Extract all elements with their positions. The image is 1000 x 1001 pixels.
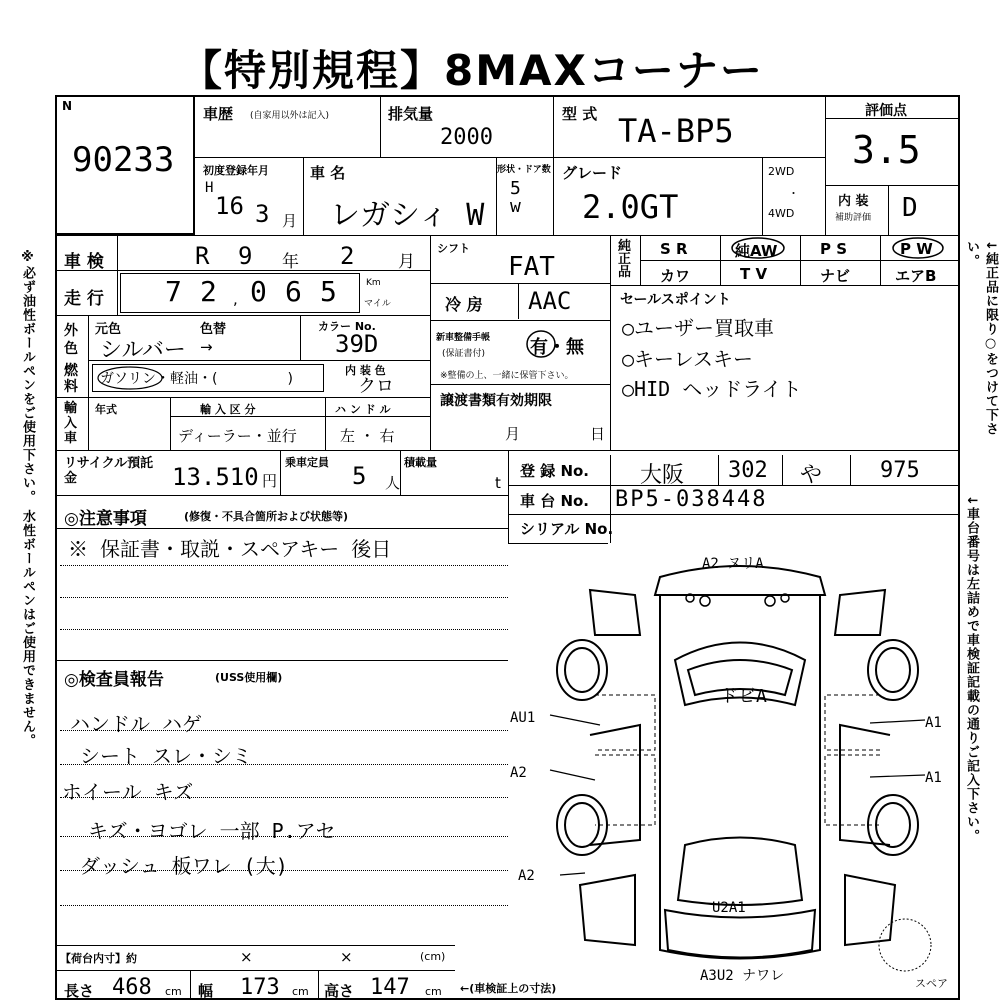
displacement-label: 排気量 — [388, 105, 434, 123]
registration-area: 大阪 — [640, 463, 685, 488]
first-reg-month: 3 — [255, 200, 270, 228]
cargo-x2: × — [340, 948, 353, 966]
genuine-aw: 純AW — [735, 242, 778, 260]
sales-point-item: ○HID ヘッドライト — [622, 377, 802, 401]
exterior-color-label: 外色 — [64, 323, 78, 357]
spare-label: スペア — [915, 977, 948, 990]
inspector-line: キズ・ヨゴレ 一部 P.アセ — [88, 819, 336, 843]
orig-color-value: シルバー — [100, 338, 186, 363]
interior-score-value: D — [902, 193, 918, 223]
dimensions-note: ←(車検証上の寸法) — [460, 982, 557, 995]
left-side-note: ※必ず油性ボールペンをご使用下さい。 水性ボールペンはご使用できません。 — [20, 250, 35, 748]
model-type-label: 型 式 — [562, 105, 598, 123]
doors-value: 5 w — [510, 178, 521, 217]
genuine-airbag: エアB — [895, 267, 937, 285]
drive-4wd: 4WD — [768, 207, 795, 220]
first-reg-year: 16 — [215, 192, 244, 220]
shift-label: シフト — [437, 242, 470, 255]
inspector-line: ホイール キズ — [62, 780, 194, 804]
genuine-sr: S R — [660, 240, 688, 258]
inspector-line: シート スレ・シミ — [80, 744, 253, 768]
length-label: 長さ — [64, 982, 95, 1000]
shift-value: FAT — [508, 252, 555, 282]
handle-label: ハ ン ド ル — [335, 403, 391, 416]
chassis-value: BP5-038448 — [615, 487, 768, 512]
change-color-value: → — [200, 338, 213, 356]
diagram-top-label: A2 ヌリA — [702, 556, 764, 572]
stock-number-label: N — [62, 99, 73, 113]
mileage-digit: 7 — [165, 275, 182, 308]
diagram-rear-bumper-label: U2A1 — [712, 900, 746, 916]
import-type-label: 輸 入 区 分 — [200, 403, 256, 416]
color-code-value: 39D — [335, 330, 379, 358]
fuel-options: ガソリン・軽油・( ) — [100, 371, 293, 387]
interior-score-sub: 補助評価 — [835, 213, 872, 223]
first-reg-era: H — [205, 180, 214, 196]
import-year-label: 年式 — [95, 403, 117, 416]
inspector-sub: (USS使用欄) — [215, 671, 283, 684]
capacity-unit: 人 — [385, 474, 401, 492]
right-side-note-top: ↓純正品に限り○をつけて下さい。 — [964, 240, 998, 436]
mileage-unit-km: Km — [366, 278, 381, 288]
diagram-roof-label: ドビA — [720, 686, 767, 707]
grade-label: グレード — [562, 164, 623, 182]
genuine-label: 純正品 — [618, 239, 632, 280]
handle-value: 左 ・ 右 — [340, 427, 395, 445]
page-title: 【特別規程】8MAXコーナー — [180, 46, 764, 95]
notes-sub: (修復・不具合箇所および状態等) — [184, 510, 349, 523]
registration-class: 302 — [728, 458, 768, 483]
cargo-label: 【荷台内寸】約 — [60, 952, 137, 965]
mileage-digit: 2 — [200, 275, 217, 308]
diagram-left-rear-label: A2 — [510, 765, 527, 781]
displacement-value: 2000 — [440, 125, 493, 150]
first-reg-month-unit: 月 — [282, 212, 298, 230]
change-color-label: 色替 — [200, 322, 227, 337]
mileage-unit-mile: マイル — [364, 299, 391, 309]
height-value: 147 — [370, 975, 410, 1000]
recycle-label: リサイクル預託金 — [64, 456, 154, 486]
inspector-line: ハンドル ハゲ — [70, 712, 203, 736]
interior-score-label: 内 装 — [838, 194, 869, 209]
genuine-leather: カワ — [660, 267, 691, 285]
registration-number: 975 — [880, 458, 920, 483]
car-name-label: 車 名 — [310, 164, 346, 182]
drive-2wd: 2WD — [768, 165, 795, 178]
history-label: 車歴 — [203, 105, 234, 123]
doors-label: 形状・ドア数 — [497, 165, 551, 175]
chassis-label: 車 台 No. — [520, 492, 590, 510]
diagram-left-front-label: AU1 — [510, 710, 536, 726]
genuine-pw: P W — [900, 240, 933, 258]
registration-label: 登 録 No. — [520, 462, 590, 480]
inspection-label: 車 検 — [64, 252, 104, 272]
sales-point-item: ○ユーザー買取車 — [622, 316, 775, 340]
recycle-value: 13.510 — [172, 463, 259, 491]
diagram-right-rear-label: A1 — [925, 770, 942, 786]
mileage-digit: 5 — [320, 275, 337, 308]
service-book-label: 新車整備手帳 — [436, 333, 491, 343]
genuine-tv: T V — [740, 265, 768, 283]
notes-line: ※ 保証書・取説・スペアキー 後日 — [68, 537, 392, 561]
load-unit: t — [495, 474, 501, 492]
diagram-bottom-label: A3U2 ナワレ — [700, 968, 785, 984]
car-name-value: レガシィ W — [330, 198, 485, 233]
sales-points-label: セールスポイント — [620, 292, 731, 308]
diagram-left-bottom-label: A2 — [518, 868, 535, 884]
mileage-label: 走 行 — [64, 289, 104, 309]
ac-label: 冷 房 — [445, 295, 483, 314]
genuine-ps: P S — [820, 240, 848, 258]
service-book-value: 有・無 — [530, 337, 584, 358]
model-type-value: TA-BP5 — [618, 112, 734, 150]
genuine-navi: ナビ — [820, 267, 851, 285]
capacity-label: 乗車定員 — [285, 456, 329, 469]
transfer-month: 月 — [505, 425, 521, 443]
ac-value: AAC — [528, 287, 572, 315]
registration-kana: や — [800, 463, 823, 488]
height-unit: cm — [425, 985, 442, 998]
mileage-digit: 0 — [250, 275, 267, 308]
stock-number-value: 90233 — [72, 140, 175, 180]
first-reg-label: 初度登録年月 — [203, 164, 269, 177]
diagram-right-front-label: A1 — [925, 715, 942, 731]
inspector-label: ◎検査員報告 — [64, 670, 164, 690]
score-value: 3.5 — [852, 128, 921, 172]
recycle-unit: 円 — [262, 472, 278, 490]
import-label: 輸入車 — [64, 401, 78, 446]
serial-label: シリアル No. — [520, 520, 614, 538]
right-side-note-bottom: ↓車台番号は左詰めで車検証記載の通りご記入下さい。 — [964, 495, 979, 843]
interior-color-label: 内 装 色 — [345, 364, 386, 377]
inspection-year: 9 — [238, 242, 253, 270]
spare-tire-icon — [875, 915, 935, 975]
width-unit: cm — [292, 985, 309, 998]
load-label: 積載量 — [404, 456, 437, 469]
fuel-label: 燃料 — [64, 363, 78, 395]
transfer-label: 譲渡書類有効期限 — [440, 393, 552, 409]
inspection-month: 2 — [340, 242, 355, 270]
history-note: (自家用以外は記入) — [250, 111, 330, 121]
cargo-unit: (cm) — [420, 950, 446, 963]
width-value: 173 — [240, 975, 280, 1000]
color-code-label: カラー No. — [318, 320, 376, 333]
transfer-day: 日 — [590, 425, 606, 443]
interior-color-value: クロ — [358, 376, 394, 397]
height-label: 高さ — [324, 982, 355, 1000]
score-label: 評価点 — [865, 103, 907, 119]
mileage-digit: 6 — [285, 275, 302, 308]
service-book-note: ※整備の上、一緒に保管下さい。 — [440, 371, 574, 381]
inspection-month-unit: 月 — [398, 252, 415, 272]
capacity-value: 5 — [352, 462, 367, 490]
width-label: 幅 — [198, 982, 214, 1000]
inspection-year-unit: 年 — [282, 252, 299, 272]
import-type-value: ディーラー・並行 — [178, 427, 297, 445]
notes-label: ◎注意事項 — [64, 509, 147, 529]
length-unit: cm — [165, 985, 182, 998]
cargo-x1: × — [240, 948, 253, 966]
sales-point-item: ○キーレスキー — [622, 347, 754, 371]
service-book-sub: (保証書付) — [442, 349, 486, 359]
grade-value: 2.0GT — [582, 188, 679, 226]
inspection-era: R — [195, 242, 210, 270]
inspector-line: ダッシュ 板ワレ (大) — [80, 854, 288, 878]
orig-color-label: 元色 — [95, 322, 122, 337]
length-value: 468 — [112, 975, 152, 1000]
